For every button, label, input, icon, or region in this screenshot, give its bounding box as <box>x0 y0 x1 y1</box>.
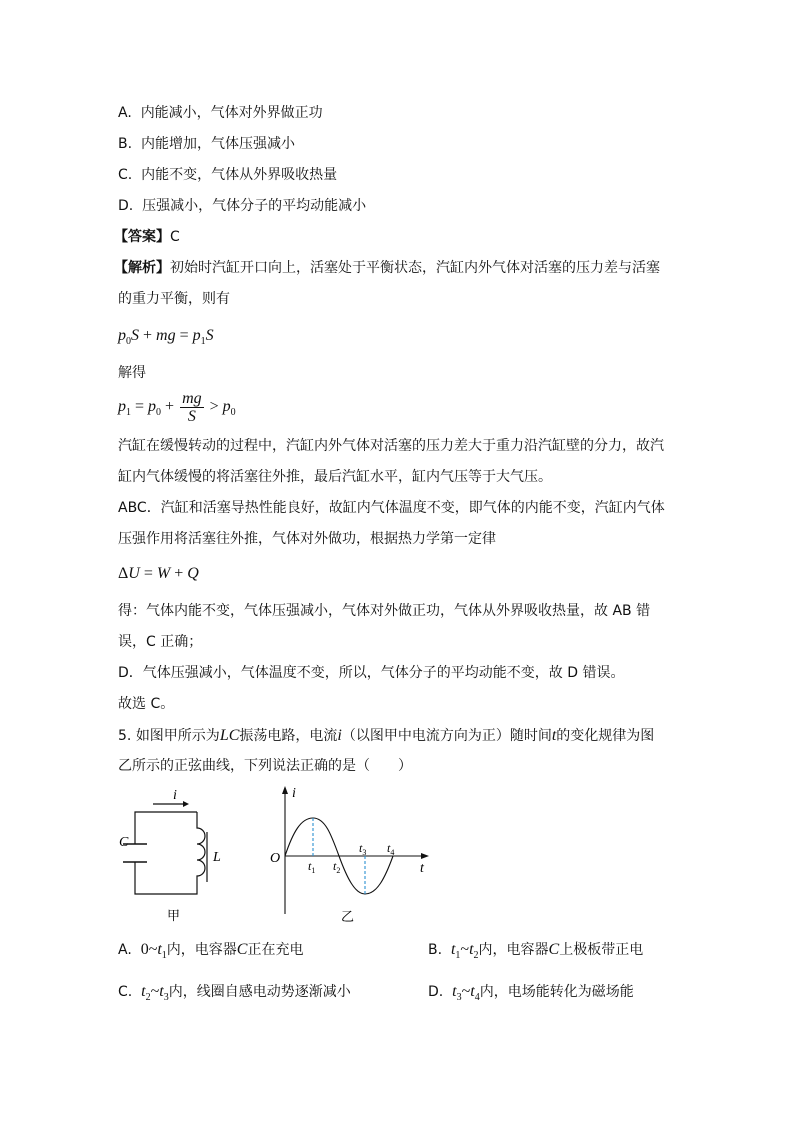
option-d-q5: D. $t_3\sim t_4$内，电场能转化为磁场能 <box>428 983 634 1004</box>
lc-circuit <box>123 801 207 894</box>
option-c-q5: C. $t_2\sim t_3$内，线圈自感电动势逐渐减小 <box>118 983 351 1004</box>
analysis-line-5: ABC．汽缸和活塞导热性能良好，故缸内气体温度不变，即气体的内能不变，汽缸内气体 <box>118 500 665 516</box>
current-label: i <box>173 788 177 803</box>
answer-value: C <box>170 229 180 245</box>
option-a-q5: A. $0\sim t_1$内，电容器C正在充电 <box>118 941 304 962</box>
current-graph <box>282 786 429 914</box>
analysis-label: 【解析】 <box>114 260 170 276</box>
figure-circuit-and-graph <box>115 784 455 934</box>
caption-yi: 乙 <box>341 909 355 924</box>
option-b-q5: B. $t_1\sim t_2$内，电容器C上极板带正电 <box>428 941 644 962</box>
caption-jia: 甲 <box>167 908 181 923</box>
question-5-line-1: 5. 如图甲所示为LC振荡电路，电流i（以图甲中电流方向为正）随时间t的变化规律为图 <box>118 727 655 744</box>
option-text: 内能增加，气体压强减小 <box>140 136 295 152</box>
analysis-line-8: 误，C 正确； <box>118 634 203 650</box>
equation-balance: $p_0S$ + mg = $p_1S$ <box>118 327 214 348</box>
analysis-line-1 <box>114 258 660 278</box>
option-c-q4 <box>118 165 337 185</box>
tick-t1: $t_1$ <box>308 859 316 875</box>
fraction: $\frac{mg}{S}$ <box>182 389 202 425</box>
inductor-label: L <box>213 850 221 865</box>
option-text: 内能减小，气体对外界做正功 <box>140 105 323 121</box>
analysis-line-9: D．气体压强减小，气体温度不变，所以，气体分子的平均动能不变，故 D 错误。 <box>118 665 625 681</box>
equation-p1: $p_1 = p_0$ + $\frac{mg}{S}$ > $p_0$ <box>118 389 236 425</box>
tick-t4: $t_4$ <box>387 841 395 857</box>
analysis-line-7: 得：气体内能不变，气体压强减小，气体对外做正功，气体从外界吸收热量，故 AB 错 <box>118 603 651 619</box>
analysis-line-10: 故选 C。 <box>118 696 175 712</box>
solve-word: 解得 <box>118 365 146 381</box>
origin-label: O <box>270 851 281 866</box>
option-a-q4 <box>118 103 323 123</box>
analysis-line-4: 缸内气体缓慢的将活塞往外推，最后汽缸水平，缸内气压等于大气压。 <box>118 469 552 485</box>
tick-t2: $t_2$ <box>333 859 341 875</box>
option-letter: B. <box>118 136 133 152</box>
answer-label: 【答案】 <box>114 229 170 245</box>
option-letter: C. <box>118 167 133 183</box>
equation-first-law: ΔU = W + Q <box>118 565 199 582</box>
answer-line <box>114 227 180 247</box>
tick-t3: $t_3$ <box>359 841 367 857</box>
capacitor-label: C <box>119 835 129 850</box>
analysis-line-6: 压强作用将活塞往外推，气体对外做功，根据热力学第一定律 <box>118 531 496 547</box>
analysis-text: 初始时汽缸开口向上，活塞处于平衡状态，汽缸内外气体对活塞的压力差与活塞 <box>170 260 660 276</box>
analysis-line-2: 的重力平衡，则有 <box>118 291 230 307</box>
question-5-line-2: 乙所示的正弦曲线，下列说法正确的是（ ） <box>118 758 412 774</box>
option-text: 压强减小，气体分子的平均动能减小 <box>142 198 367 214</box>
option-letter: D. <box>118 198 134 214</box>
option-text: 内能不变，气体从外界吸收热量 <box>141 167 338 183</box>
y-axis-label: i <box>292 786 296 801</box>
question-number: 5. <box>118 728 132 744</box>
analysis-line-3: 汽缸在缓慢转动的过程中，汽缸内外气体对活塞的压力差大于重力沿汽缸壁的分力，故汽 <box>118 438 664 454</box>
option-b-q4 <box>118 134 295 154</box>
x-axis-label: t <box>420 861 424 876</box>
option-d-q4 <box>118 196 366 216</box>
option-letter: A. <box>118 105 132 121</box>
